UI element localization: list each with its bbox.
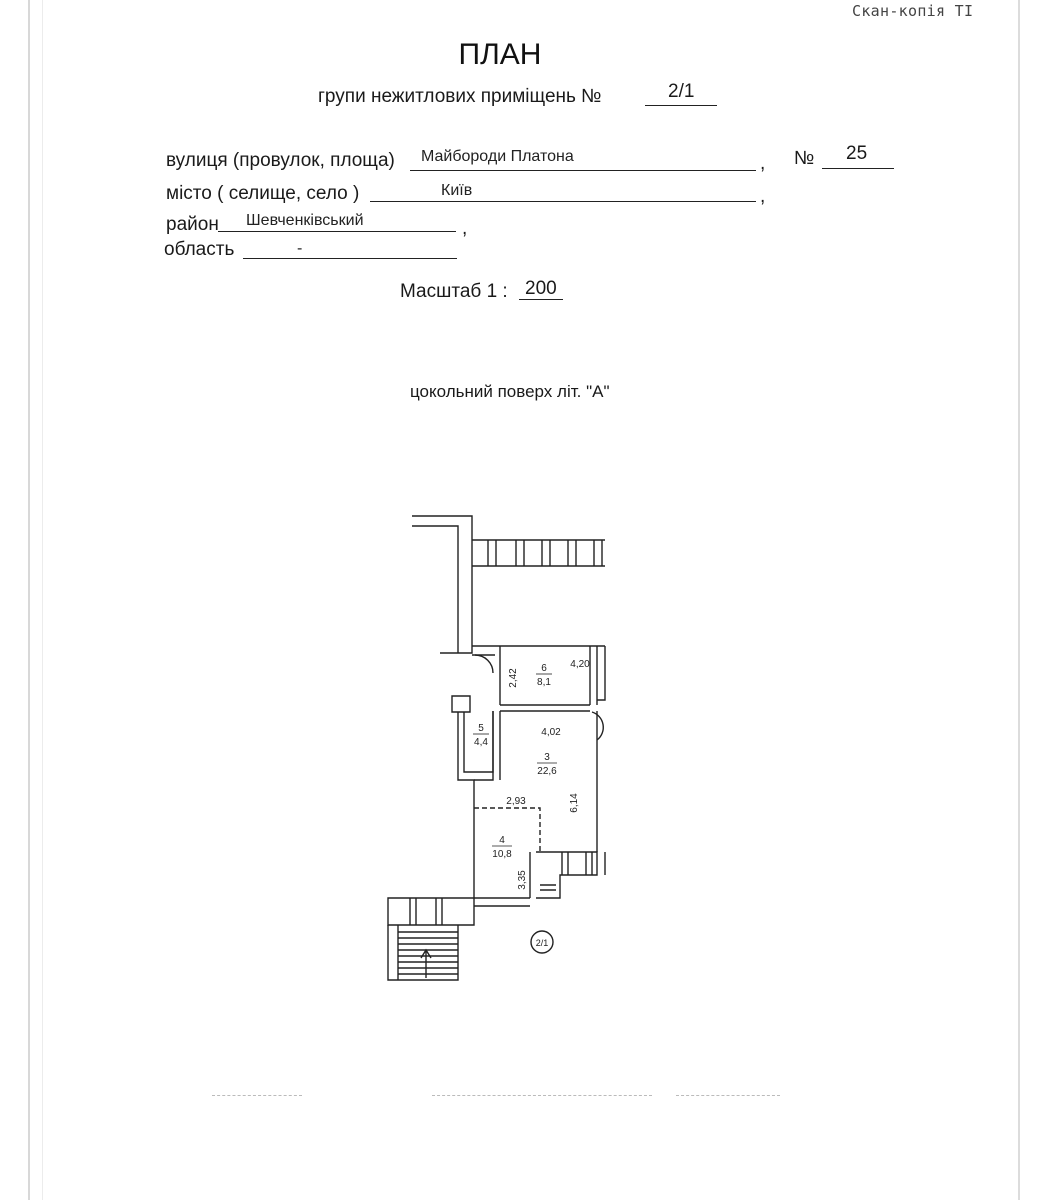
- plan-wall: [388, 898, 474, 925]
- dimension-label: 2,93: [506, 796, 526, 807]
- building-number-label: №: [794, 148, 815, 169]
- footer-mark: [676, 1094, 780, 1096]
- floor-plan: [370, 505, 630, 985]
- region-label: область: [164, 239, 235, 260]
- city-label: місто ( селище, село ): [166, 183, 360, 204]
- dimension-label: 4,02: [541, 727, 561, 738]
- room-6-number: 6: [541, 663, 547, 674]
- room-5-area: 4,4: [474, 737, 488, 748]
- dimension-label: 3,35: [517, 870, 528, 890]
- plan-wall: [597, 646, 605, 700]
- plan-wall: [452, 696, 470, 712]
- district-comma: ,: [462, 218, 468, 239]
- region-value: -: [297, 240, 303, 257]
- footer-mark: [212, 1094, 302, 1096]
- room-3-number: 3: [544, 752, 550, 763]
- plan-wall: [458, 712, 474, 898]
- city-comma: ,: [760, 186, 766, 207]
- dimension-label: 4,20: [570, 659, 590, 670]
- dimension-label: 2,42: [508, 668, 519, 688]
- scale-label: Масштаб 1 :: [400, 281, 508, 302]
- region-line: [243, 238, 457, 259]
- room-6-area: 8,1: [537, 677, 551, 688]
- plan-window: [562, 852, 592, 875]
- scan-copy-stamp: Скан-копія ТІ: [852, 2, 974, 20]
- room-4-area: 10,8: [492, 849, 512, 860]
- plan-wall: [412, 526, 458, 653]
- street-comma: ,: [760, 153, 766, 174]
- dimension-label: 6,14: [569, 793, 580, 813]
- subtitle-number: 2/1: [668, 81, 695, 102]
- scan-edge-left: [28, 0, 30, 1200]
- district-value: Шевченківський: [246, 212, 364, 229]
- city-line: [370, 180, 756, 202]
- plan-window: [488, 540, 602, 566]
- district-label: район: [166, 214, 219, 235]
- page-title: ПЛАН: [458, 38, 542, 71]
- room-5-number: 5: [478, 723, 484, 734]
- scale-value: 200: [525, 278, 557, 299]
- street-value: Майбороди Платона: [421, 148, 574, 165]
- plan-wall: [536, 852, 597, 898]
- room-3-area: 22,6: [537, 766, 557, 777]
- subtitle-label: групи нежитлових приміщень №: [318, 86, 602, 107]
- plan-wall: [412, 516, 472, 653]
- city-value: Київ: [441, 182, 473, 199]
- plan-window: [540, 885, 556, 890]
- plan-partition: [474, 808, 540, 852]
- footer-mark: [432, 1094, 652, 1096]
- scan-edge-left-inner: [42, 0, 43, 1200]
- group-marker: 2/1: [535, 938, 549, 948]
- building-number-value: 25: [846, 143, 868, 164]
- room-4-number: 4: [499, 835, 505, 846]
- street-label: вулиця (провулок, площа): [166, 150, 395, 171]
- floor-title: цокольний поверх літ. "А": [410, 382, 610, 401]
- plan-door: [475, 655, 493, 673]
- plan-window: [410, 898, 442, 925]
- scan-edge-right: [1018, 0, 1020, 1200]
